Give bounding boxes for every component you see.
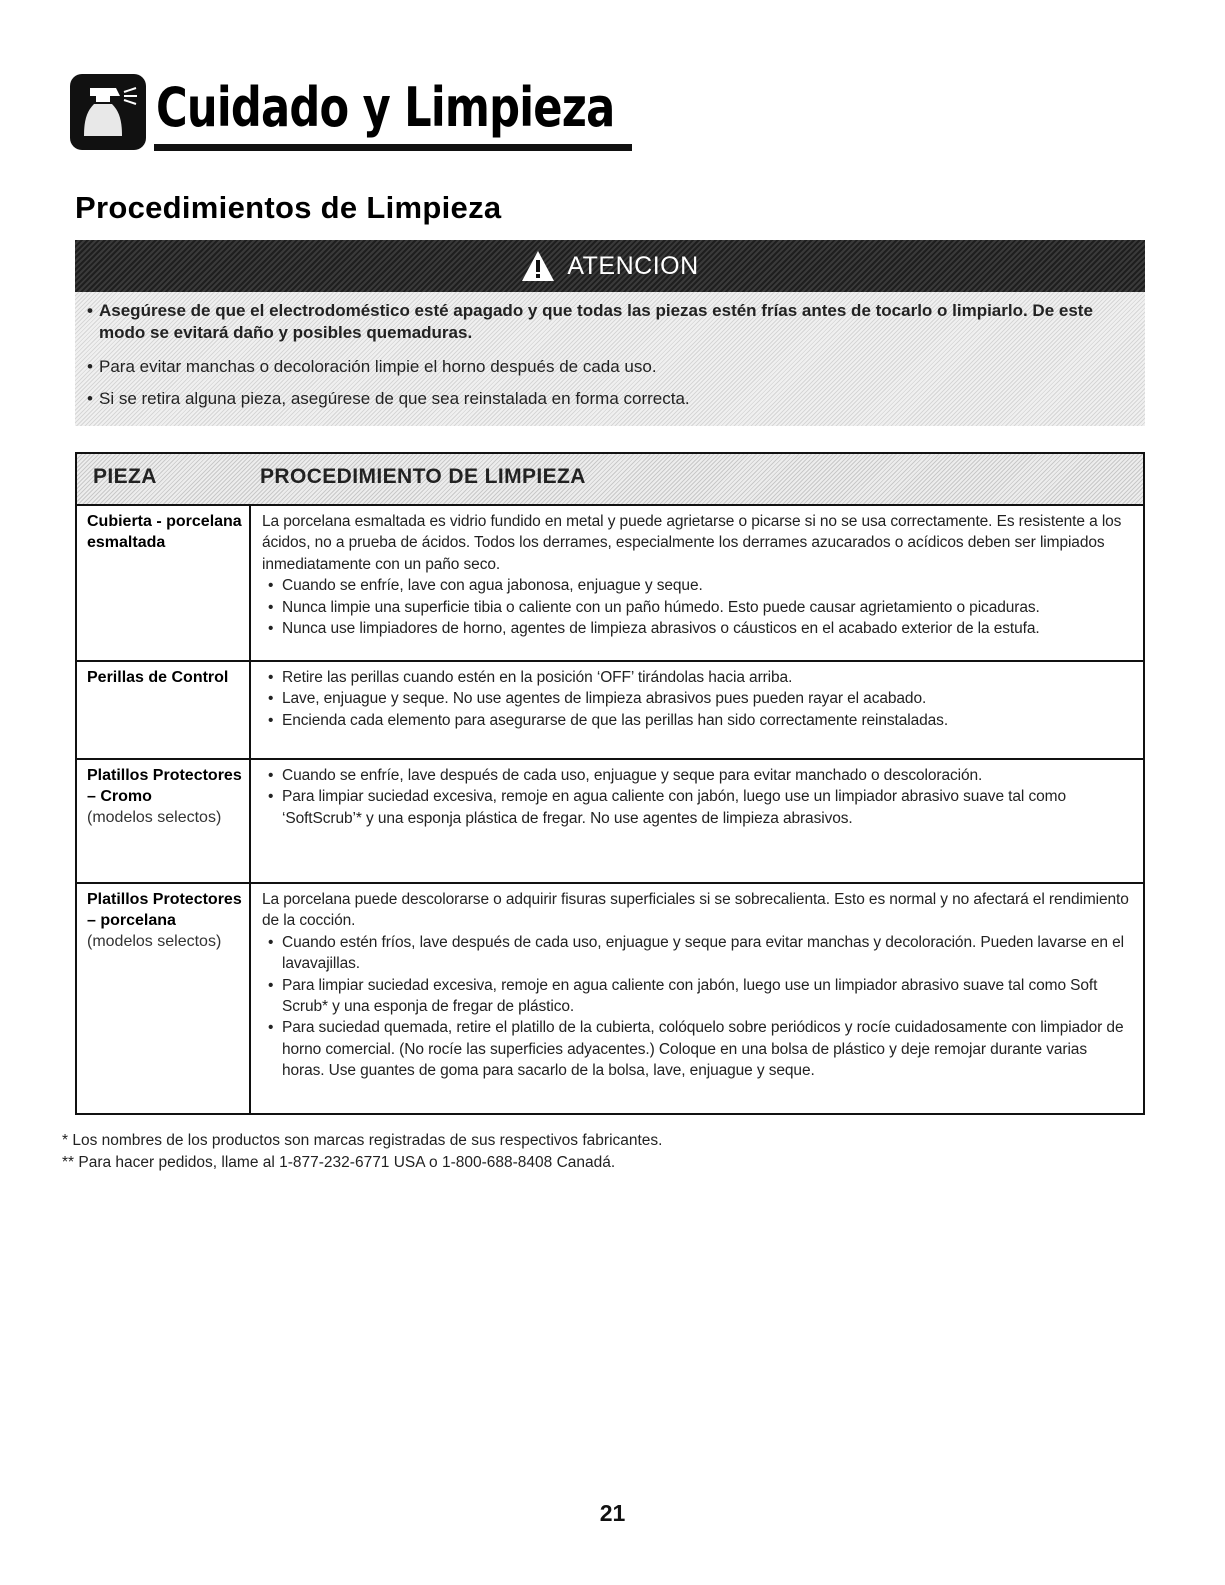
procedure-step: • Para suciedad quemada, retire el platillo de la cubierta, colóquelo sobre periódicos y rocíe cuidadosamente con limpiador de horno comercial. (No rocíe las superficies adyacentes.) Coloque en una bolsa de plástico y deje remojar durante varias horas. Use guantes de goma para sacarlo de la bolsa, lave, enjuague y seque. <box>262 1017 1131 1081</box>
warning-header <box>75 240 1145 292</box>
procedure-step: • Para limpiar suciedad excesiva, remoje en agua caliente con jabón, luego use un limpiador abrasivo suave tal como ‘SoftScrub’* y una esponja plástica de fregar. No use agentes de limpieza abrasivos. <box>262 786 1131 829</box>
part-name: Cubierta - porcelana esmaltada <box>87 513 242 551</box>
warning-list <box>75 292 1145 410</box>
part-cell <box>87 889 242 952</box>
title-underline <box>154 144 632 151</box>
part-note: (modelos selectos) <box>87 809 222 826</box>
table-row <box>77 660 1143 760</box>
procedure-cell <box>262 889 1131 1082</box>
warning-triangle-icon <box>521 250 555 282</box>
warning-box <box>75 240 1145 426</box>
column-header-procedure: PROCEDIMIENTO DE LIMPIEZA <box>260 465 586 488</box>
warning-item: • Asegúrese de que el electrodoméstico esté apagado y que todas las piezas estén frías antes de tocarlo o limpiarlo. De este modo se evitará daño y posibles quemaduras. <box>87 300 1133 344</box>
procedure-cell <box>262 765 1131 829</box>
spray-bottle-icon <box>70 74 146 150</box>
procedure-step: • Cuando estén fríos, lave después de cada uso, enjuague y seque para evitar manchas y decoloración. Pueden lavarse en el lavavajillas. <box>262 932 1131 975</box>
part-cell <box>87 511 242 553</box>
cleaning-table <box>75 452 1145 1115</box>
warning-item: • Para evitar manchas o decoloración limpie el horno después de cada uso. <box>87 356 1133 378</box>
procedure-step: • Nunca use limpiadores de horno, agentes de limpieza abrasivos o cáusticos en el acabado exterior de la estufa. <box>262 618 1131 639</box>
part-note: (modelos selectos) <box>87 933 222 950</box>
table-row <box>77 882 1143 1113</box>
procedure-step: • Nunca limpie una superficie tibia o caliente con un paño húmedo. Esto puede causar agrietamiento o picaduras. <box>262 597 1131 618</box>
part-cell <box>87 667 242 688</box>
warning-title: ATENCION <box>567 251 699 280</box>
procedure-cell <box>262 511 1131 639</box>
footnote: * Los nombres de los productos son marcas registradas de sus respectivos fabricantes. <box>62 1132 663 1149</box>
column-header-part: PIEZA <box>93 465 157 488</box>
page-heading: Procedimientos de Limpieza <box>75 190 502 225</box>
procedure-intro: La porcelana esmaltada es vidrio fundido en metal y puede agrietarse o picarse si no se usa correctamente. Es resistente a los ácidos, no a prueba de ácidos. Todos los derrames, especialmente los derrames azucarados o acídicos deben ser limpiados inmediatamente con un paño seco. <box>262 513 1122 573</box>
footnotes <box>62 1130 663 1174</box>
part-name: Platillos Protectores – porcelana <box>87 891 242 929</box>
procedure-intro: La porcelana puede descolorarse o adquirir fisuras superficiales si se sobrecalienta. Esto es normal y no afectará el rendimiento de la cocción. <box>262 891 1129 930</box>
table-header <box>77 454 1143 506</box>
procedure-step: • Para limpiar suciedad excesiva, remoje en agua caliente con jabón, luego use un limpiador abrasivo suave tal como Soft Scrub* y una esponja de fregar de plástico. <box>262 975 1131 1018</box>
part-name: Platillos Protectores – Cromo <box>87 767 242 805</box>
part-name: Perillas de Control <box>87 669 229 686</box>
procedure-step: • Cuando se enfríe, lave con agua jabonosa, enjuague y seque. <box>262 575 1131 596</box>
part-cell <box>87 765 242 828</box>
procedure-step: • Retire las perillas cuando estén en la posición ‘OFF’ tirándolas hacia arriba. <box>262 667 1131 688</box>
footnote: ** Para hacer pedidos, llame al 1-877-232-6771 USA o 1-800-688-8408 Canadá. <box>62 1154 616 1171</box>
page-number: 21 <box>599 1500 626 1526</box>
section-header <box>70 70 615 150</box>
procedure-step: • Lave, enjuague y seque. No use agentes de limpieza abrasivos pues pueden rayar el acabado. <box>262 688 1131 709</box>
procedure-step: • Encienda cada elemento para asegurarse de que las perillas han sido correctamente reinstaladas. <box>262 710 1131 731</box>
table-row <box>77 758 1143 884</box>
section-title: Cuidado y Limpieza <box>156 76 615 139</box>
procedure-step: • Cuando se enfríe, lave después de cada uso, enjuague y seque para evitar manchado o descoloración. <box>262 765 1131 786</box>
table-row <box>77 504 1143 662</box>
warning-item: • Si se retira alguna pieza, asegúrese de que sea reinstalada en forma correcta. <box>87 388 1133 410</box>
procedure-cell <box>262 667 1131 731</box>
